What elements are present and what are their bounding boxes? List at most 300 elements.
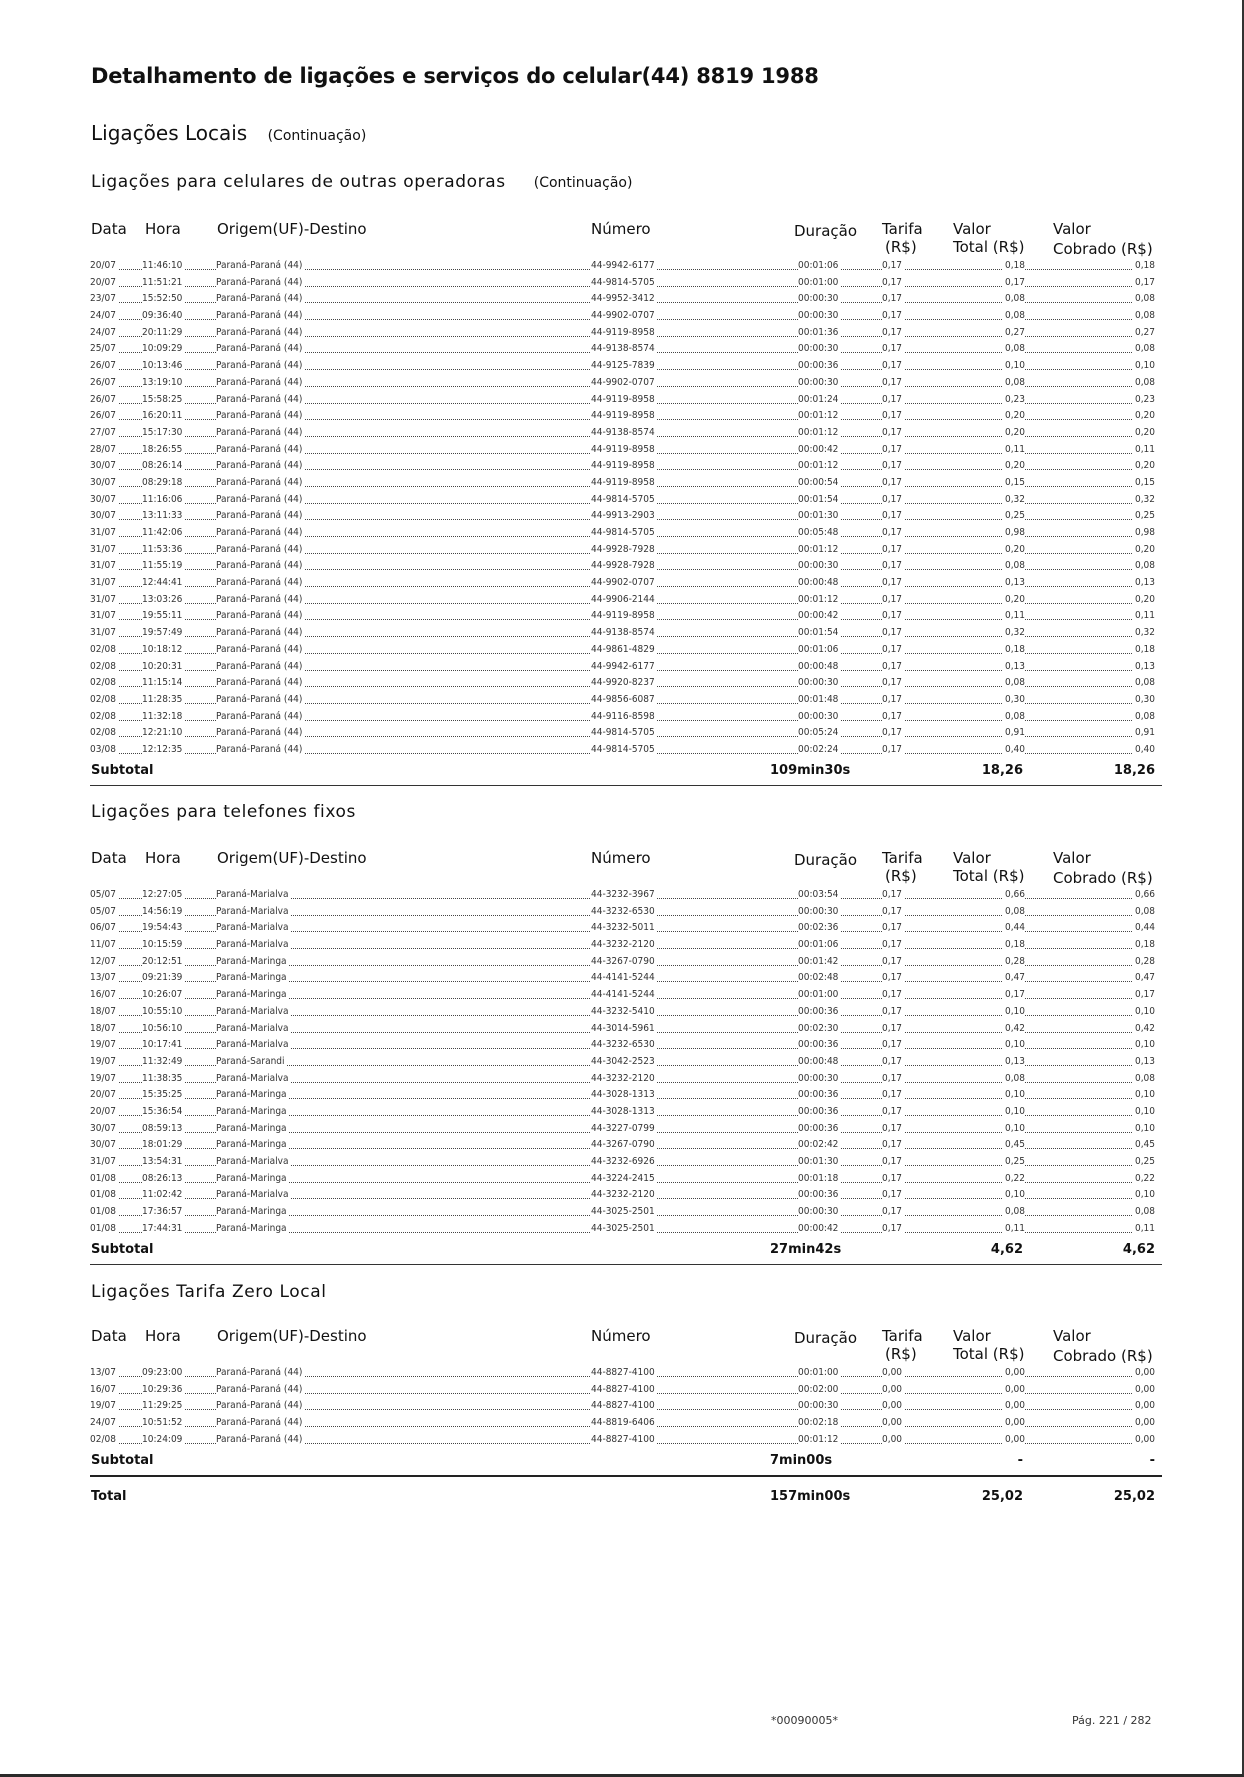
cell-charged-value: 0,00 [1134,1417,1155,1429]
cell-date: 02/08 [90,710,116,722]
cell-number: 44-9119-8958 [591,393,655,405]
subtotal-charged-value: 4,62 [1122,1241,1155,1257]
cell-time: 10:29:36 [142,1383,183,1395]
cell-duration: 00:00:30 [798,677,839,689]
col-hora-header: Hora [145,849,181,867]
cell-origin-destination: Paraná-Maringa [216,989,287,1001]
cell-duration: 00:00:54 [798,476,839,488]
cell-number: 44-9902-0707 [591,577,655,589]
cell-tariff: 0,00 [882,1433,903,1445]
page-number: Pág. 221 / 282 [1072,1714,1152,1727]
table-body [0,1364,1244,1447]
cell-duration: 00:00:48 [798,577,839,589]
cell-number: 44-3227-0799 [591,1122,655,1134]
cell-tariff: 0,17 [882,1222,903,1234]
cell-origin-destination: Paraná-Paraná (44) [216,410,303,422]
cell-origin-destination: Paraná-Maringa [216,1222,287,1234]
cell-time: 10:15:59 [142,939,183,951]
cell-number: 44-3232-6530 [591,1039,655,1051]
cell-tariff: 0,17 [882,889,903,900]
cell-charged-value: 0,18 [1134,643,1155,655]
cell-time: 20:11:29 [142,326,183,338]
cell-tariff: 0,17 [882,443,903,455]
cell-tariff: 0,17 [882,905,903,917]
cell-number: 44-9920-8237 [591,677,655,689]
cell-time: 10:20:31 [142,660,183,672]
cell-time: 15:52:50 [142,293,183,305]
cell-total-value: 0,10 [1004,1105,1025,1117]
cell-number: 44-3267-0790 [591,955,655,967]
cell-number: 44-9928-7928 [591,560,655,572]
cell-tariff: 0,17 [882,310,903,322]
table-body [0,257,1244,758]
cell-charged-value: 0,32 [1134,493,1155,505]
cell-origin-destination: Paraná-Paraná (44) [216,560,303,572]
cell-tariff: 0,17 [882,360,903,372]
subtotal-duration: 27min42s [770,1241,842,1257]
cell-origin-destination: Paraná-Paraná (44) [216,1383,303,1395]
cell-number: 44-3232-6926 [591,1156,655,1167]
table-row [0,624,1244,641]
col-valor-total-unit: Total (R$) [953,867,1025,885]
cell-total-value: 0,13 [1004,660,1025,672]
cell-time: 08:26:13 [142,1172,183,1184]
table-row [0,607,1244,624]
cell-duration: 00:05:48 [798,527,839,538]
cell-total-value: 0,10 [1004,1189,1025,1201]
table-row [0,903,1244,920]
cell-time: 11:38:35 [142,1072,183,1084]
cell-origin-destination: Paraná-Paraná (44) [216,1400,303,1412]
cell-total-value: 0,91 [1004,727,1025,739]
cell-date: 13/07 [90,1367,116,1378]
cell-time: 10:17:41 [142,1039,183,1051]
cell-total-value: 0,17 [1004,276,1025,288]
cell-number: 44-3025-2501 [591,1206,655,1218]
cell-date: 02/08 [90,643,116,655]
cell-total-value: 0,00 [1004,1383,1025,1395]
cell-tariff: 0,17 [882,677,903,689]
cell-tariff: 0,17 [882,1172,903,1184]
cell-date: 12/07 [90,955,116,967]
subtotal-duration: 109min30s [770,763,851,778]
cell-number: 44-9952-3412 [591,293,655,305]
cell-origin-destination: Paraná-Paraná (44) [216,460,303,472]
cell-tariff: 0,17 [882,939,903,951]
cell-total-value: 0,10 [1004,1005,1025,1017]
cell-number: 44-3232-3967 [591,889,655,900]
cell-tariff: 0,17 [882,393,903,405]
cell-origin-destination: Paraná-Maringa [216,1206,287,1218]
table-row [0,886,1244,903]
cell-number: 44-9119-8958 [591,410,655,422]
cell-number: 44-3232-5011 [591,922,655,934]
cell-time: 09:21:39 [142,972,183,984]
table-row [0,919,1244,936]
cell-duration: 00:01:36 [798,326,839,338]
cell-time: 17:44:31 [142,1222,183,1234]
cell-tariff: 0,17 [882,922,903,934]
table-row [0,1170,1244,1187]
cell-charged-value: 0,17 [1134,989,1155,1001]
cell-charged-value: 0,20 [1134,593,1155,605]
cell-date: 30/07 [90,460,116,472]
cell-charged-value: 0,42 [1134,1022,1155,1034]
table-body [0,886,1244,1236]
col-valor-cobrado-unit: Cobrado (R$) [1053,1347,1153,1365]
cell-tariff: 0,17 [882,1206,903,1218]
cell-number: 44-9125-7839 [591,360,655,372]
cell-charged-value: 0,18 [1134,260,1155,271]
cell-tariff: 0,00 [882,1400,903,1412]
col-valor-total-header: Valor [953,220,991,238]
cell-total-value: 0,10 [1004,1089,1025,1101]
cell-total-value: 0,40 [1004,743,1025,755]
table-row [0,307,1244,324]
group-continuation: (Continuação) [533,175,633,191]
col-valor-cobrado-header: Valor [1053,849,1091,867]
cell-duration: 00:01:00 [798,1367,839,1378]
cell-charged-value: 0,00 [1134,1383,1155,1395]
cell-tariff: 0,17 [882,260,903,271]
cell-total-value: 0,66 [1004,889,1025,900]
group-title-text: Ligações Tarifa Zero Local [91,1282,327,1302]
cell-number: 44-8827-4100 [591,1400,655,1412]
cell-time: 13:19:10 [142,376,183,388]
cell-charged-value: 0,98 [1134,527,1155,538]
cell-charged-value: 0,08 [1134,293,1155,305]
cell-origin-destination: Paraná-Maringa [216,1139,287,1151]
table-row [0,474,1244,491]
cell-tariff: 0,17 [882,610,903,622]
cell-origin-destination: Paraná-Paraná (44) [216,727,303,739]
cell-time: 17:36:57 [142,1206,183,1218]
subtotal-row [0,763,1244,783]
cell-charged-value: 0,66 [1134,889,1155,900]
cell-date: 19/07 [90,1039,116,1051]
cell-duration: 00:00:36 [798,1039,839,1051]
cell-duration: 00:00:30 [798,293,839,305]
cell-charged-value: 0,15 [1134,476,1155,488]
table-row [0,1414,1244,1431]
cell-duration: 00:00:30 [798,1206,839,1218]
table-row [0,708,1244,725]
cell-duration: 00:00:36 [798,1189,839,1201]
col-tarifa-header: Tarifa [882,849,923,867]
cell-charged-value: 0,10 [1134,1189,1155,1201]
cell-origin-destination: Paraná-Maringa [216,972,287,984]
table-row [0,391,1244,408]
cell-origin-destination: Paraná-Paraná (44) [216,276,303,288]
subtotal-charged-value: 18,26 [1113,763,1155,778]
cell-total-value: 0,08 [1004,310,1025,322]
cell-total-value: 0,20 [1004,460,1025,472]
cell-charged-value: 0,08 [1134,343,1155,355]
col-valor-cobrado-header: Valor [1053,1327,1091,1345]
col-duracao-header: Duração [794,1329,858,1347]
cell-time: 14:56:19 [142,905,183,917]
total-row [0,1489,1244,1509]
cell-total-value: 0,47 [1004,972,1025,984]
cell-origin-destination: Paraná-Maringa [216,1172,287,1184]
cell-total-value: 0,08 [1004,343,1025,355]
col-tarifa-unit: (R$) [885,867,917,885]
cell-charged-value: 0,20 [1134,543,1155,555]
cell-duration: 00:02:00 [798,1383,839,1395]
cell-origin-destination: Paraná-Paraná (44) [216,610,303,622]
cell-duration: 00:00:48 [798,660,839,672]
cell-charged-value: 0,11 [1134,610,1155,622]
cell-charged-value: 0,47 [1134,972,1155,984]
cell-total-value: 0,32 [1004,627,1025,639]
subtotal-row [0,1242,1244,1262]
cell-time: 11:32:18 [142,710,183,722]
cell-duration: 00:01:12 [798,460,839,472]
cell-date: 26/07 [90,376,116,388]
cell-charged-value: 0,44 [1134,922,1155,934]
cell-tariff: 0,17 [882,1089,903,1101]
cell-duration: 00:00:36 [798,1005,839,1017]
table-row [0,724,1244,741]
cell-number: 44-3025-2501 [591,1222,655,1234]
cell-charged-value: 0,08 [1134,310,1155,322]
cell-total-value: 0,30 [1004,693,1025,705]
col-valor-total-header: Valor [953,1327,991,1345]
col-valor-total-unit: Total (R$) [953,238,1025,256]
cell-time: 15:36:54 [142,1105,183,1117]
table-row [0,658,1244,675]
table-row [0,1381,1244,1398]
cell-charged-value: 0,08 [1134,677,1155,689]
cell-time: 08:29:18 [142,476,183,488]
cell-duration: 00:05:24 [798,727,839,739]
table-row [0,357,1244,374]
cell-date: 20/07 [90,276,116,288]
cell-charged-value: 0,25 [1134,510,1155,522]
cell-charged-value: 0,10 [1134,1089,1155,1101]
cell-total-value: 0,00 [1004,1367,1025,1378]
cell-duration: 00:03:54 [798,889,839,900]
col-origem-header: Origem(UF)-Destino [217,1327,367,1345]
cell-charged-value: 0,10 [1134,1039,1155,1051]
cell-origin-destination: Paraná-Marialva [216,922,289,934]
table-row [0,1186,1244,1203]
cell-duration: 00:00:48 [798,1055,839,1067]
cell-total-value: 0,25 [1004,510,1025,522]
cell-time: 08:26:14 [142,460,183,472]
cell-date: 26/07 [90,360,116,372]
cell-total-value: 0,11 [1004,443,1025,455]
cell-tariff: 0,17 [882,326,903,338]
cell-tariff: 0,17 [882,577,903,589]
cell-tariff: 0,17 [882,293,903,305]
cell-charged-value: 0,13 [1134,577,1155,589]
cell-total-value: 0,22 [1004,1172,1025,1184]
cell-duration: 00:00:36 [798,1089,839,1101]
cell-number: 44-9116-8598 [591,710,655,722]
cell-date: 01/08 [90,1172,116,1184]
cell-origin-destination: Paraná-Maringa [216,1122,287,1134]
cell-date: 02/08 [90,727,116,739]
cell-time: 11:42:06 [142,527,183,538]
cell-charged-value: 0,25 [1134,1156,1155,1167]
cell-number: 44-3267-0790 [591,1139,655,1151]
cell-total-value: 0,18 [1004,643,1025,655]
cell-time: 11:15:14 [142,677,183,689]
cell-duration: 00:00:30 [798,343,839,355]
cell-tariff: 0,17 [882,476,903,488]
cell-date: 20/07 [90,1105,116,1117]
cell-date: 30/07 [90,510,116,522]
cell-total-value: 0,27 [1004,326,1025,338]
cell-origin-destination: Paraná-Paraná (44) [216,627,303,639]
cell-duration: 00:00:36 [798,1105,839,1117]
cell-duration: 00:00:30 [798,376,839,388]
col-origem-header: Origem(UF)-Destino [217,849,367,867]
cell-time: 12:12:35 [142,743,183,755]
cell-number: 44-9814-5705 [591,743,655,755]
cell-total-value: 0,20 [1004,410,1025,422]
cell-charged-value: 0,20 [1134,426,1155,438]
cell-total-value: 0,44 [1004,922,1025,934]
cell-time: 19:54:43 [142,922,183,934]
cell-time: 11:55:19 [142,560,183,572]
table-row [0,1020,1244,1037]
col-data-header: Data [91,1327,127,1345]
cell-charged-value: 0,32 [1134,627,1155,639]
cell-origin-destination: Paraná-Paraná (44) [216,693,303,705]
cell-total-value: 0,20 [1004,593,1025,605]
col-origem-header: Origem(UF)-Destino [217,220,367,238]
cell-total-value: 0,18 [1004,939,1025,951]
cell-date: 24/07 [90,310,116,322]
cell-charged-value: 0,10 [1134,360,1155,372]
total-value: 25,02 [981,1489,1023,1504]
table-row [0,1364,1244,1381]
col-numero-header: Número [591,1327,651,1345]
col-duracao-header: Duração [794,851,858,869]
cell-origin-destination: Paraná-Paraná (44) [216,260,303,271]
table-row [0,340,1244,357]
cell-time: 19:57:49 [142,627,183,639]
subtotal-charged-value: - [1149,1452,1155,1468]
cell-total-value: 0,15 [1004,476,1025,488]
subtotal-label: Subtotal [91,1241,154,1257]
cell-number: 44-9902-0707 [591,376,655,388]
cell-number: 44-3232-2120 [591,1189,655,1201]
cell-tariff: 0,17 [882,493,903,505]
cell-date: 28/07 [90,443,116,455]
cell-number: 44-9814-5705 [591,276,655,288]
cell-tariff: 0,00 [882,1383,903,1395]
cell-date: 20/07 [90,1089,116,1101]
cell-origin-destination: Paraná-Marialva [216,1039,289,1051]
table-row [0,1003,1244,1020]
cell-tariff: 0,17 [882,1072,903,1084]
table-row [0,507,1244,524]
cell-total-value: 0,08 [1004,293,1025,305]
cell-date: 27/07 [90,426,116,438]
cell-tariff: 0,17 [882,660,903,672]
cell-origin-destination: Paraná-Marialva [216,939,289,951]
cell-tariff: 0,17 [882,727,903,739]
cell-number: 44-3232-6530 [591,905,655,917]
cell-origin-destination: Paraná-Marialva [216,1072,289,1084]
cell-tariff: 0,17 [882,527,903,538]
cell-total-value: 0,00 [1004,1433,1025,1445]
cell-origin-destination: Paraná-Paraná (44) [216,376,303,388]
cell-tariff: 0,17 [882,1005,903,1017]
cell-origin-destination: Paraná-Sarandi [216,1055,285,1067]
section-heading [91,121,366,145]
cell-number: 44-3028-1313 [591,1105,655,1117]
cell-charged-value: 0,13 [1134,1055,1155,1067]
cell-tariff: 0,17 [882,1055,903,1067]
cell-date: 02/08 [90,1433,116,1445]
table-row [0,441,1244,458]
cell-total-value: 0,08 [1004,376,1025,388]
cell-tariff: 0,17 [882,955,903,967]
cell-origin-destination: Paraná-Marialva [216,1022,289,1034]
cell-number: 44-9856-6087 [591,693,655,705]
cell-charged-value: 0,17 [1134,276,1155,288]
cell-number: 44-3014-5961 [591,1022,655,1034]
cell-number: 44-9906-2144 [591,593,655,605]
table-row [0,424,1244,441]
cell-origin-destination: Paraná-Paraná (44) [216,1367,303,1378]
cell-date: 24/07 [90,326,116,338]
cell-total-value: 0,08 [1004,1072,1025,1084]
cell-total-value: 0,18 [1004,260,1025,271]
table-row [0,1120,1244,1137]
cell-number: 44-8827-4100 [591,1383,655,1395]
cell-number: 44-9119-8958 [591,460,655,472]
subtotal-label: Subtotal [91,1452,154,1468]
cell-date: 05/07 [90,905,116,917]
table-row [0,274,1244,291]
cell-number: 44-9119-8958 [591,326,655,338]
cell-origin-destination: Paraná-Maringa [216,1105,287,1117]
cell-number: 44-9119-8958 [591,476,655,488]
total-label: Total [91,1489,127,1504]
group-title [91,802,356,822]
table-row [0,541,1244,558]
cell-duration: 00:00:36 [798,1122,839,1134]
cell-duration: 00:01:24 [798,393,839,405]
cell-charged-value: 0,11 [1134,1222,1155,1234]
page-title: Detalhamento de ligações e serviços do celular(44) 8819 1988 [91,64,819,88]
cell-total-value: 0,10 [1004,1039,1025,1051]
cell-origin-destination: Paraná-Paraná (44) [216,660,303,672]
table-row [0,1036,1244,1053]
cell-date: 30/07 [90,1122,116,1134]
cell-duration: 00:01:12 [798,543,839,555]
cell-number: 44-4141-5244 [591,972,655,984]
cell-number: 44-9119-8958 [591,610,655,622]
cell-charged-value: 0,91 [1134,727,1155,739]
cell-duration: 00:01:12 [798,426,839,438]
cell-time: 20:12:51 [142,955,183,967]
table-row [0,491,1244,508]
table-row [0,674,1244,691]
cell-origin-destination: Paraná-Paraná (44) [216,710,303,722]
cell-origin-destination: Paraná-Paraná (44) [216,310,303,322]
total-duration: 157min00s [770,1489,851,1504]
cell-total-value: 0,08 [1004,560,1025,572]
group-title [91,172,632,192]
cell-total-value: 0,23 [1004,393,1025,405]
cell-date: 30/07 [90,1139,116,1151]
